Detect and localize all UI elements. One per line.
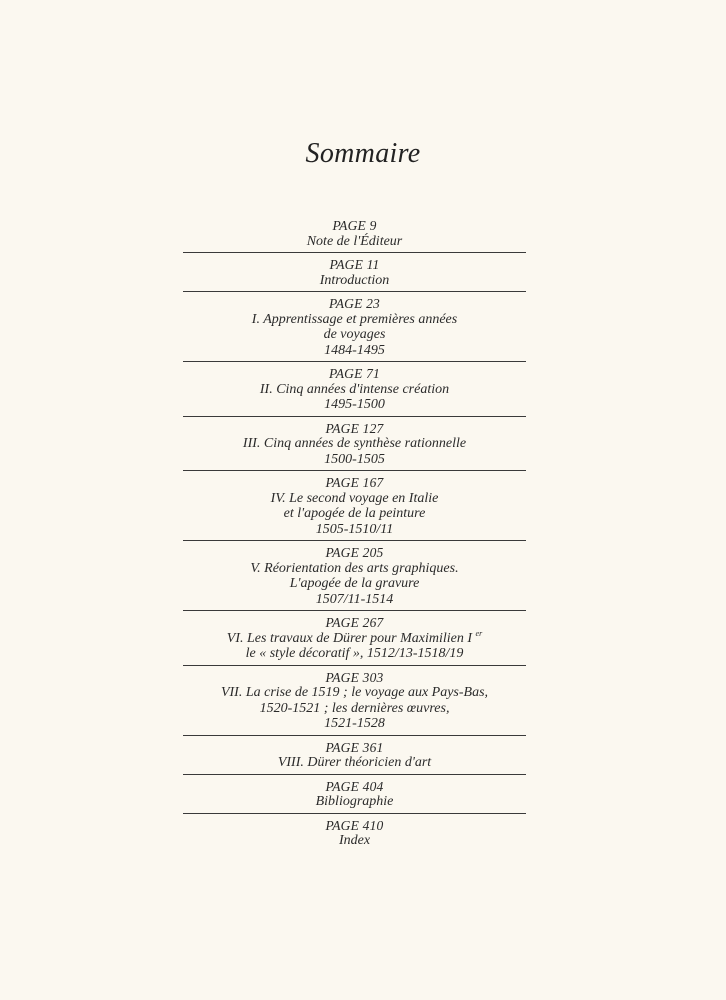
toc-entry — [183, 814, 526, 852]
toc-page-number: PAGE 11 — [329, 257, 380, 272]
toc-entry-line — [183, 716, 526, 732]
superscript-text: er — [475, 628, 483, 638]
toc-entry-text: L'apogée de la gravure — [289, 576, 420, 591]
toc-entry-text: 1507/11-1514 — [315, 591, 394, 607]
toc-entry-line — [183, 436, 526, 452]
toc-entry-text: Note de l'Éditeur — [306, 233, 403, 249]
toc-entry-line — [183, 491, 526, 507]
toc-entry-text: VIII. Dürer théoricien d'art — [277, 755, 432, 770]
toc-entry — [183, 666, 526, 736]
toc-entry-line — [183, 382, 526, 398]
toc-page-number: PAGE 205 — [325, 545, 384, 560]
toc-entry-line — [183, 592, 526, 608]
toc-page-number: PAGE 71 — [328, 366, 381, 381]
toc-entry-line — [183, 343, 526, 359]
toc-entry-text: 1505-1510/11 — [315, 521, 394, 537]
toc-page-number: PAGE 9 — [332, 218, 377, 233]
toc-page-number: PAGE 410 — [325, 817, 384, 833]
toc-entry-line — [183, 576, 526, 592]
toc-entry-line — [183, 833, 526, 849]
toc-page-number: PAGE 404 — [325, 778, 384, 794]
toc-entry — [183, 471, 526, 541]
toc-page-number: PAGE 267 — [325, 615, 384, 630]
toc-entry — [183, 417, 526, 472]
toc-entry-line — [183, 312, 526, 328]
toc-entry-line — [183, 273, 526, 289]
toc-entry-text: 1521-1528 — [324, 716, 385, 731]
toc-entry-text: 1495-1500 — [324, 397, 385, 412]
toc-entry — [183, 362, 526, 417]
toc-entry-line — [183, 327, 526, 343]
toc-entry — [183, 541, 526, 611]
toc-entry-line — [183, 522, 526, 538]
toc-entry-text: VII. La crise de 1519 ; le voyage aux Pays-Bas, — [220, 685, 489, 700]
toc-entry-text: II. Cinq années d'intense création — [259, 381, 450, 397]
toc-entry-line — [183, 506, 526, 522]
toc-entry-line — [183, 397, 526, 413]
toc-page-number: PAGE 23 — [328, 296, 381, 311]
toc-page-number: PAGE 167 — [325, 475, 384, 490]
toc-entry-text: VI. Les travaux de Dürer pour Maximilien I — [226, 630, 473, 646]
toc-entry-text: 1500-1505 — [324, 451, 385, 467]
toc-entry-text: Bibliographie — [315, 794, 394, 809]
toc-entry-line — [183, 701, 526, 717]
toc-page-number: PAGE 127 — [325, 420, 384, 436]
toc-entry-line — [183, 452, 526, 468]
toc-entry — [183, 292, 526, 362]
toc-entry — [183, 775, 526, 814]
toc-entry — [183, 611, 526, 666]
toc-entry-text: Index — [338, 833, 371, 848]
table-of-contents — [183, 214, 526, 852]
toc-entry-line — [183, 646, 526, 662]
toc-entry-text: III. Cinq années de synthèse rationnelle — [242, 436, 467, 451]
toc-entry-text: I. Apprentissage et premières années — [251, 311, 458, 327]
toc-entry-text: Introduction — [319, 272, 390, 288]
toc-entry-text: IV. Le second voyage en Italie — [270, 490, 439, 506]
toc-entry — [183, 253, 526, 292]
toc-page-number: PAGE 303 — [325, 669, 384, 685]
toc-entry-line — [183, 561, 526, 577]
toc-entry — [183, 736, 526, 775]
page-title: Sommaire — [305, 138, 421, 169]
toc-entry-text: V. Réorientation des arts graphiques. — [250, 560, 459, 576]
toc-entry-line — [183, 794, 526, 810]
toc-entry-line — [183, 234, 526, 250]
toc-entry-text: et l'apogée de la peinture — [283, 506, 426, 521]
toc-entry-text: 1484-1495 — [324, 342, 385, 358]
toc-entry-line — [183, 685, 526, 701]
toc-entry-text: de voyages — [323, 327, 386, 342]
toc-page-number: PAGE 361 — [325, 739, 384, 755]
toc-entry-text: le « style décoratif », 1512/13-1518/19 — [245, 646, 464, 661]
toc-entry-line — [183, 628, 526, 647]
toc-entry — [183, 214, 526, 253]
toc-entry-line — [183, 755, 526, 771]
toc-entry-text: 1520-1521 ; les dernières œuvres, — [259, 700, 450, 716]
